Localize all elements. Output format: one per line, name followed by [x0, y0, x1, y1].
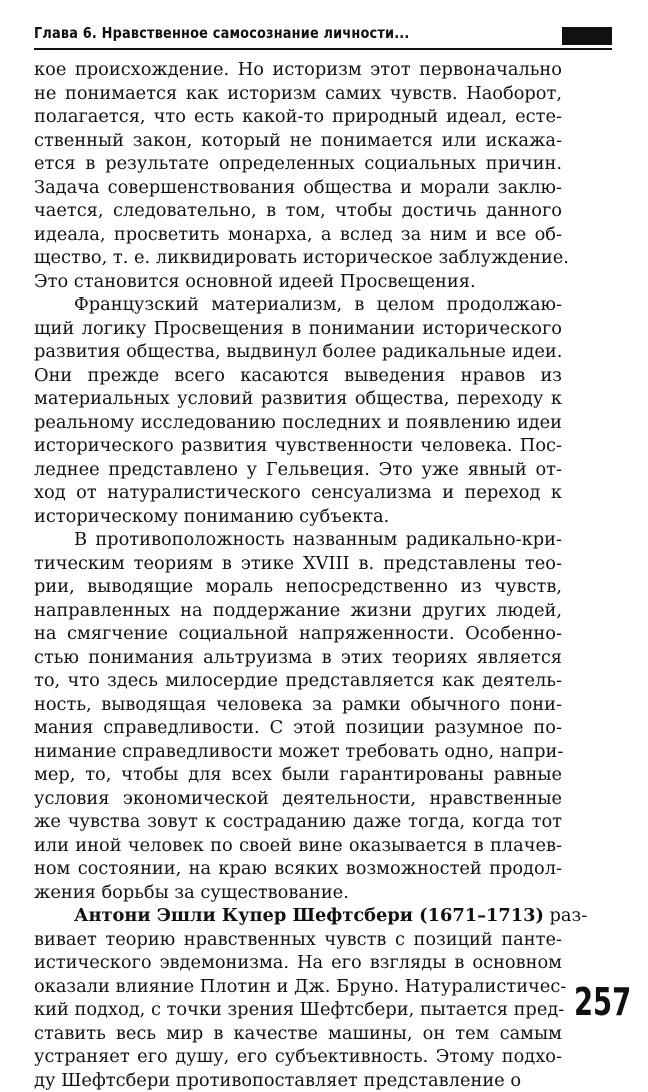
text-line: материальных условий развития общества, переходу к	[34, 387, 562, 411]
text-line: мер, то, чтобы для всех были гарантированы равные	[34, 763, 562, 787]
text-line: Это становится основной идеей Просвещения.	[34, 270, 562, 294]
text-line: тическим теориям в этике XVIII в. представлены тео-	[34, 552, 562, 576]
text-line: кий подход, с точки зрения Шефтсбери, пытается пред-	[34, 998, 562, 1022]
header-black-bar	[562, 27, 612, 45]
text-line: ется в результате определенных социальных причин.	[34, 152, 562, 176]
text-line: Они прежде всего касаются выведения нравов из	[34, 364, 562, 388]
page-body-text	[34, 58, 562, 1092]
running-header	[34, 22, 612, 50]
lead-rest: раз-	[544, 905, 587, 926]
paragraph-p4	[34, 904, 562, 1092]
text-line: исторического развития чувственности человека. Пос-	[34, 434, 562, 458]
text-line: полагается, что есть какой-то природный идеал, есте-	[34, 105, 562, 129]
text-line: истического эвдемонизма. На его взгляды в основном	[34, 951, 562, 975]
paragraph-p2	[34, 293, 562, 528]
text-line: вивает теорию нравственных чувств с позиций панте-	[34, 928, 562, 952]
text-line: то, что здесь милосердие представляется как деятель-	[34, 669, 562, 693]
text-line: жения борьбы за существование.	[34, 881, 562, 905]
text-line: условия экономической деятельности, нравственные	[34, 787, 562, 811]
text-line: нимание справедливости может требовать одно, напри-	[34, 740, 562, 764]
text-line: щий логику Просвещения в понимании исторического	[34, 317, 562, 341]
chapter-title: Глава 6. Нравственное самосознание личности...	[34, 24, 409, 42]
text-line: развития общества, выдвинул более радикальные идеи.	[34, 340, 562, 364]
text-line: Французский материализм, в целом продолжаю-	[34, 293, 562, 317]
paragraph-p3	[34, 528, 562, 904]
text-line: ду Шефтсбери противопоставляет представление о	[34, 1069, 562, 1092]
text-line: мания справедливости. С этой позиции разумное по-	[34, 716, 562, 740]
text-line: направленных на поддержание жизни других людей,	[34, 599, 562, 623]
header-rule	[34, 48, 612, 50]
text-line: леднее представлено у Гельвеция. Это уже явный от-	[34, 458, 562, 482]
text-line	[34, 904, 562, 928]
text-line: рии, выводящие мораль непосредственно из чувств,	[34, 575, 562, 599]
text-line: реальному исследованию последних и появлению идеи	[34, 411, 562, 435]
text-line: ход от натуралистического сенсуализма и переход к	[34, 481, 562, 505]
text-line: чается, следовательно, в том, чтобы достичь данного	[34, 199, 562, 223]
text-line: ственный закон, который не понимается или искажа-	[34, 129, 562, 153]
text-line: историческому пониманию субъекта.	[34, 505, 562, 529]
text-line: щество, т. е. ликвидировать историческое заблуждение.	[34, 246, 562, 270]
text-line: ставить весь мир в качестве машины, он тем самым	[34, 1022, 562, 1046]
text-line: на смягчение социальной напряженности. Особенно-	[34, 622, 562, 646]
text-line: устраняет его душу, его субъективность. Этому подхо-	[34, 1045, 562, 1069]
text-line: же чувства зовут к состраданию даже тогда, когда тот	[34, 810, 562, 834]
text-line: не понимается как историзм самих чувств. Наоборот,	[34, 82, 562, 106]
text-line: ном состоянии, на краю всяких возможностей продол-	[34, 857, 562, 881]
author-name: Антони Эшли Купер Шефтсбери (1671–1713)	[74, 905, 544, 926]
text-line: или иной человек по своей вине оказывается в плачев-	[34, 834, 562, 858]
text-line: В противоположность названным радикально-кри-	[34, 528, 562, 552]
text-line: кое происхождение. Но историзм этот первоначально	[34, 58, 562, 82]
text-line: Задача совершенствования общества и морали заклю-	[34, 176, 562, 200]
text-line: ность, выводящая человека за рамки обычного пони-	[34, 693, 562, 717]
text-line: стью понимания альтруизма в этих теориях является	[34, 646, 562, 670]
text-line: идеала, просветить монарха, а вслед за ним и все об-	[34, 223, 562, 247]
text-line: оказали влияние Плотин и Дж. Бруно. Натуралистичес-	[34, 975, 562, 999]
page-number: 257	[574, 982, 631, 1022]
paragraph-p1	[34, 58, 562, 293]
